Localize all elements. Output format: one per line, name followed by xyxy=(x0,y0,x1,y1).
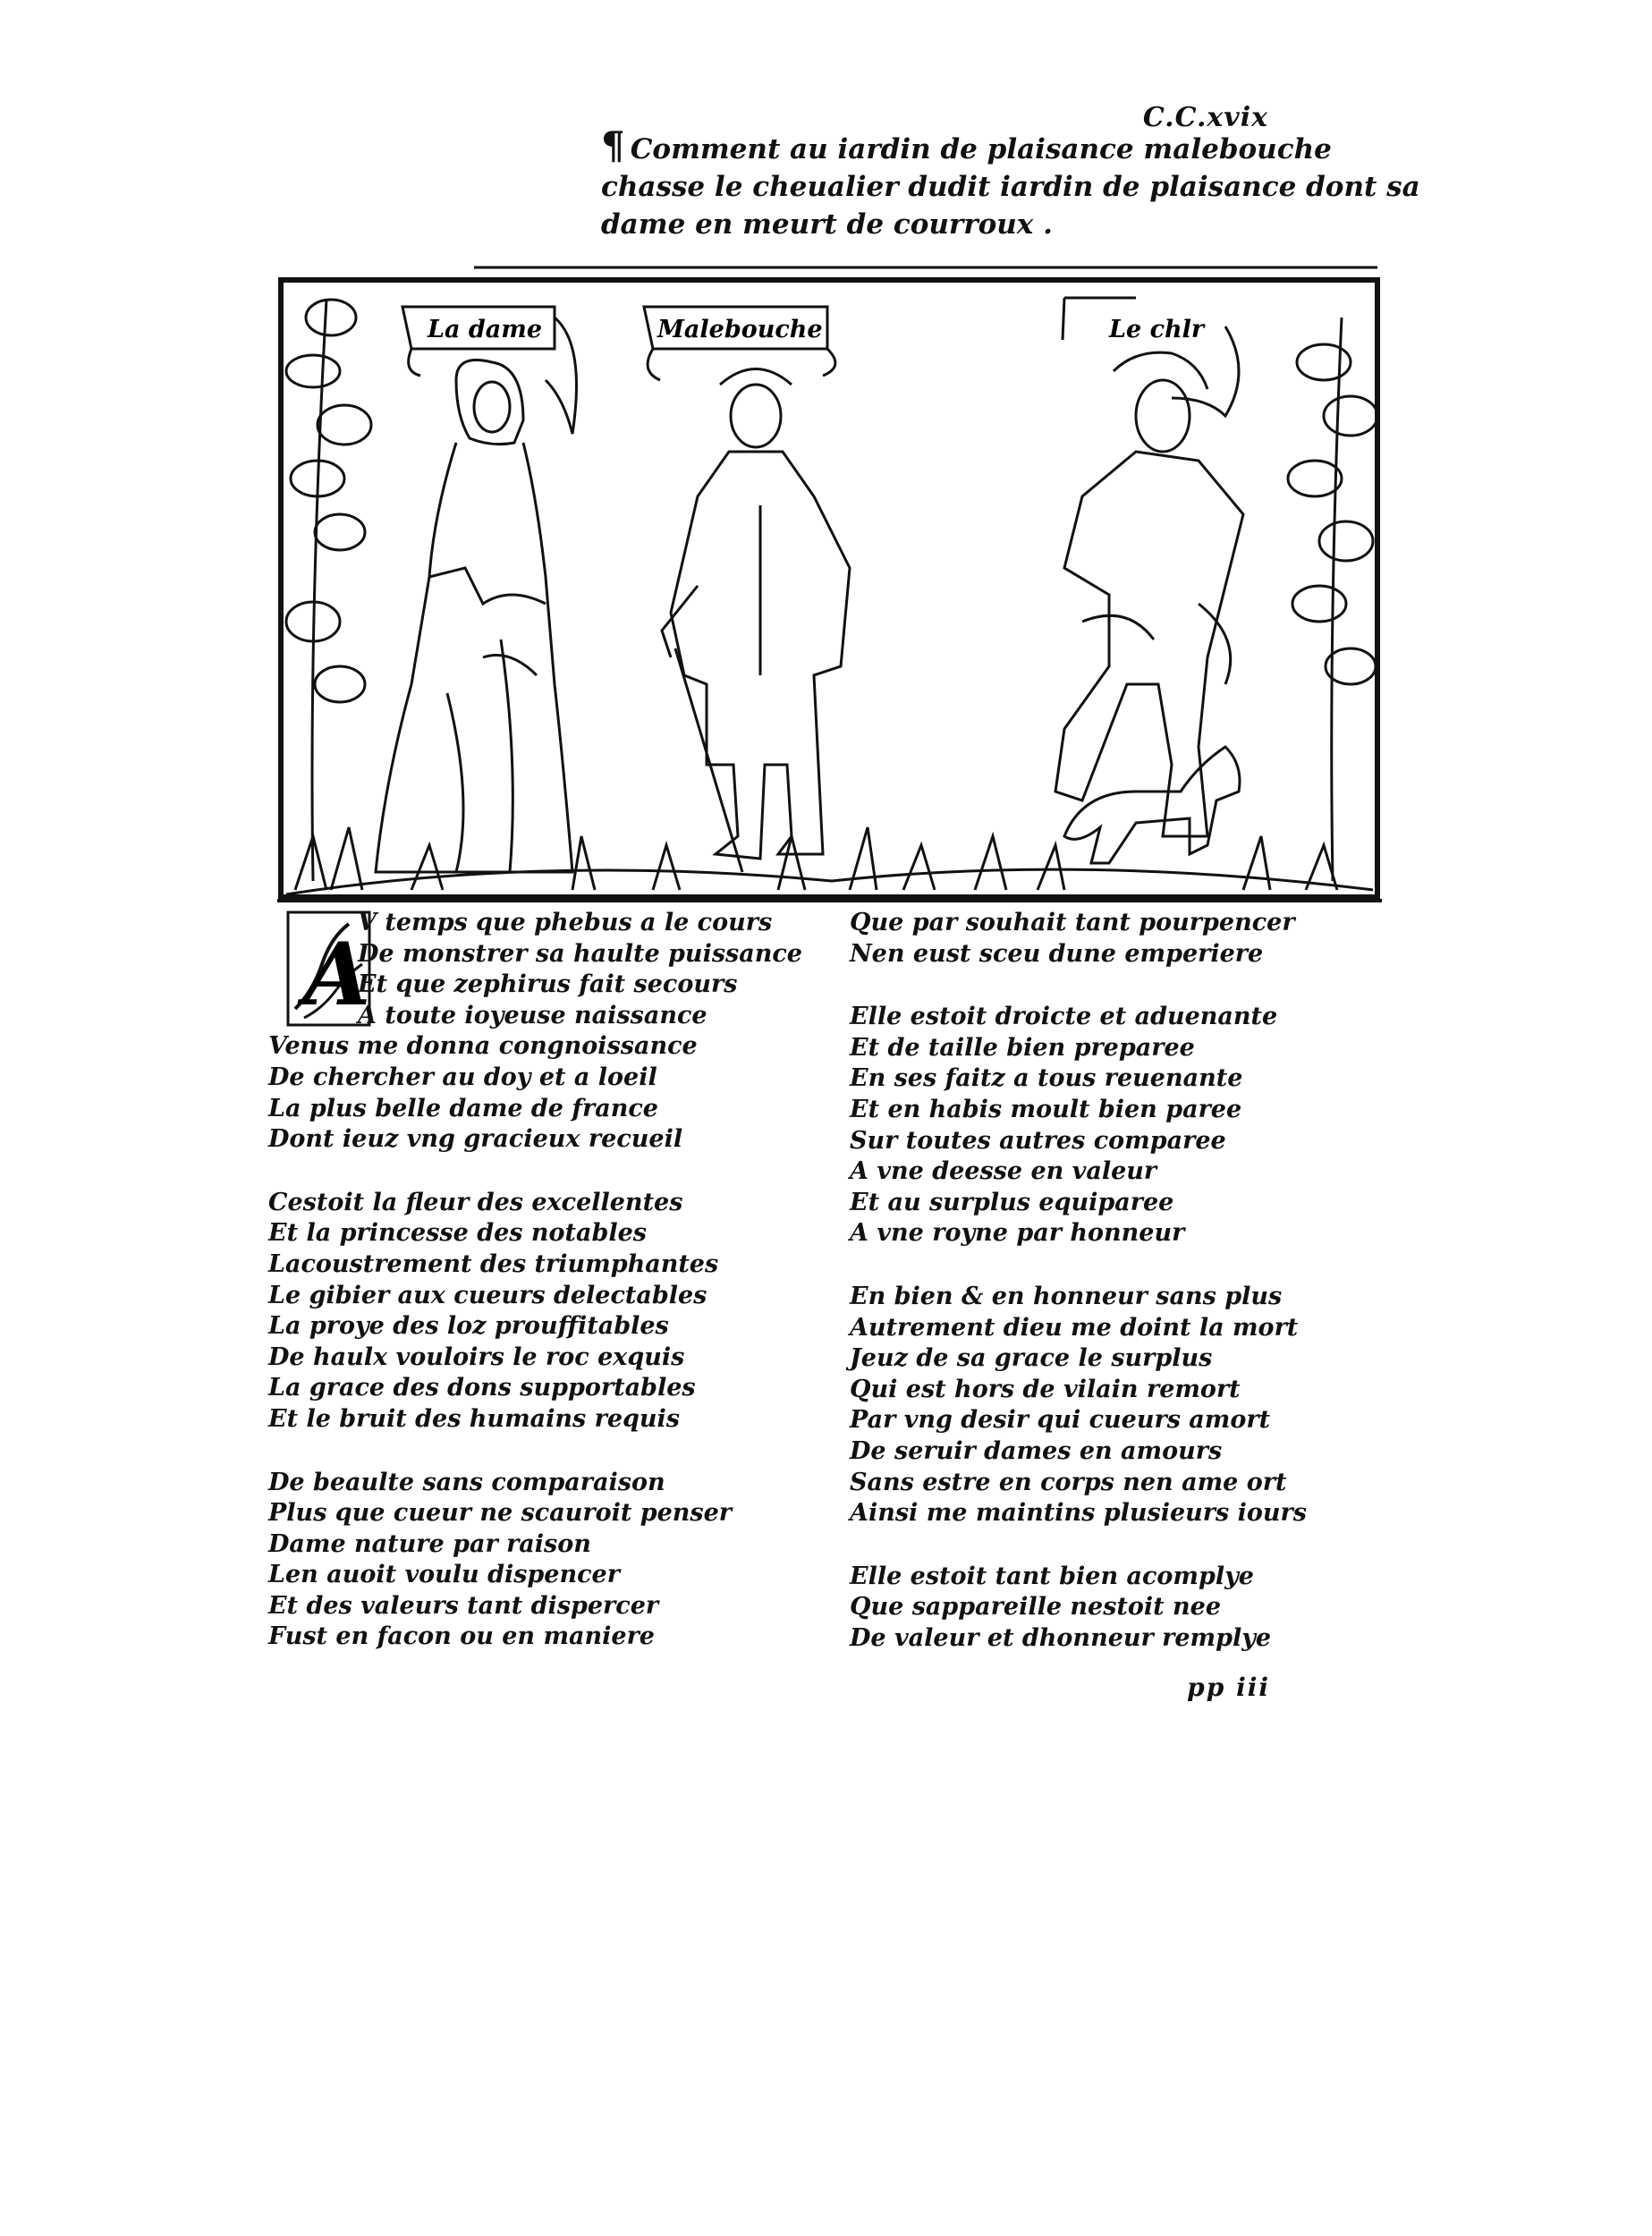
stanza-6 xyxy=(850,1282,1386,1529)
stanza-1 xyxy=(268,908,823,1156)
figure-le-chlr xyxy=(1055,352,1243,836)
dog xyxy=(1064,747,1240,863)
verse-line: Lacoustrement des triumphantes xyxy=(268,1249,719,1278)
banner-label-le-chlr: Le chlr xyxy=(1109,316,1205,343)
heading-text-1: Comment au iardin de plaisance malebouche xyxy=(630,133,1332,165)
verse-line: De beaulte sans comparaison xyxy=(268,1468,665,1496)
banner-label-la-dame: La dame xyxy=(428,316,542,343)
right-verse-column xyxy=(850,908,1386,1686)
verse-line: Et que zephirus fait secours xyxy=(358,970,738,999)
stanza-3 xyxy=(268,1468,823,1654)
stanza-2 xyxy=(268,1188,823,1436)
verse-line: De valeur et dhonneur remplye xyxy=(850,1623,1272,1652)
verse-line: Dont ieuz vng gracieux recueil xyxy=(268,1125,683,1154)
heading-line-1 xyxy=(601,123,1332,168)
folio-number: C.C.xvix xyxy=(1142,102,1268,133)
verse-line: Fust en facon ou en maniere xyxy=(268,1622,655,1651)
figure-la-dame xyxy=(376,360,572,873)
initial-letter: A xyxy=(304,924,371,1025)
verse-line: Et le bruit des humains requis xyxy=(268,1404,680,1433)
verse-line: Venus me donna congnoissance xyxy=(268,1032,698,1061)
verse-line: Et de taille bien preparee xyxy=(850,1033,1195,1062)
verse-line: Cestoit la fleur des excellentes xyxy=(268,1188,683,1216)
stanza-4 xyxy=(850,908,1386,970)
verse-line: A vne deesse en valeur xyxy=(850,1157,1157,1186)
verse-line: La plus belle dame de france xyxy=(268,1094,658,1122)
woodcut-illustration xyxy=(277,264,1382,906)
right-plant xyxy=(1288,318,1377,881)
signature-mark: pp iii xyxy=(1187,1673,1270,1702)
figure-malebouche xyxy=(662,369,850,873)
stanza-7 xyxy=(850,1562,1386,1655)
verse-line: A vne royne par honneur xyxy=(850,1219,1185,1248)
verse-line: En ses faitz a tous reuenante xyxy=(850,1064,1243,1093)
verse-line: Jeuz de sa grace le surplus xyxy=(850,1344,1213,1373)
verse-line: Et au surplus equiparee xyxy=(850,1188,1174,1216)
verse-line: En bien & en honneur sans plus xyxy=(850,1282,1283,1310)
verse-line: Et la princesse des notables xyxy=(268,1219,647,1248)
verse-line: Autrement dieu me doint la mort xyxy=(850,1313,1299,1342)
heading-line-3: dame en meurt de courroux . xyxy=(601,208,1053,241)
left-verse-column xyxy=(268,908,823,1685)
verse-line: Par vng desir qui cueurs amort xyxy=(850,1406,1271,1435)
verse-line: Que par souhait tant pourpencer xyxy=(850,909,1295,936)
verse-line: Nen eust sceu dune emperiere xyxy=(850,939,1264,968)
chapter-heading xyxy=(601,123,1420,243)
verse-line: Et des valeurs tant dispercer xyxy=(268,1591,659,1620)
heading-line-2: chasse le cheualier dudit iardin de plaisance dont sa xyxy=(601,171,1420,203)
verse-line: Elle estoit droicte et aduenante xyxy=(850,1003,1278,1031)
verse-line: Que sappareille nestoit nee xyxy=(850,1593,1222,1622)
verse-line: Plus que cueur ne scauroit penser xyxy=(268,1499,733,1528)
verse-line: De haulx vouloirs le roc exquis xyxy=(268,1342,685,1371)
verse-line: La proye des loz prouffitables xyxy=(268,1312,669,1341)
verse-line: Et en habis moult bien paree xyxy=(850,1095,1242,1123)
pilcrow-icon: ¶ xyxy=(601,123,625,167)
verse-line: Ainsi me maintins plusieurs iours xyxy=(850,1499,1307,1528)
verse-line: De seruir dames en amours xyxy=(850,1436,1223,1465)
verse-line: Qui est hors de vilain remort xyxy=(850,1375,1241,1403)
verse-line: Elle estoit tant bien acomplye xyxy=(850,1562,1254,1590)
left-plant xyxy=(286,300,371,881)
verse-line: Le gibier aux cueurs delectables xyxy=(268,1281,707,1309)
verse-line: V temps que phebus a le cours xyxy=(358,909,773,936)
verse-line: Sans estre en corps nen ame ort xyxy=(850,1468,1287,1496)
verse-line: Dame nature par raison xyxy=(268,1529,591,1558)
verse-line: De monstrer sa haulte puissance xyxy=(358,939,802,968)
verse-line: Sur toutes autres comparee xyxy=(850,1126,1226,1155)
verse-line: A toute ioyeuse naissance xyxy=(358,1001,707,1029)
stanza-5 xyxy=(850,1002,1386,1249)
verse-line: De chercher au doy et a loeil xyxy=(268,1063,657,1091)
verse-line: Len auoit voulu dispencer xyxy=(268,1561,620,1589)
banner-label-malebouche: Malebouche xyxy=(657,316,823,343)
verse-line: La grace des dons supportables xyxy=(268,1374,696,1402)
